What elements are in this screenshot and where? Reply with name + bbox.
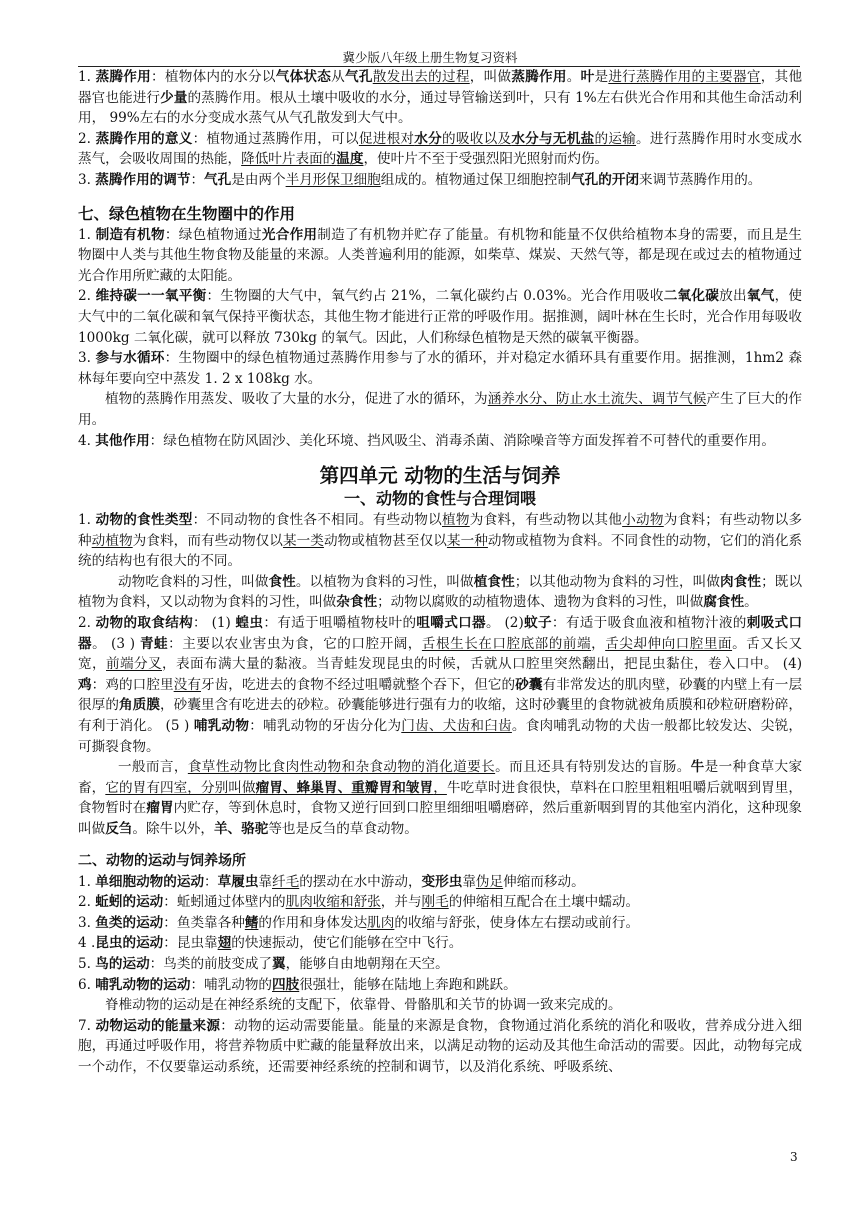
- text-run: ，表面布满大量的黏液。当青蛙发现昆虫的时候，舌就从口腔里突然翻出，把昆虫黏住，卷入口中。 (4): [162, 656, 803, 673]
- text-run: 它的胃有四室，分别叫做: [105, 779, 256, 796]
- text-run: 没有: [173, 676, 201, 693]
- text-run: 1.: [78, 512, 96, 529]
- text-run: ：生物圈的大气中，氧气约占 21%，二氧化碳约占 0.03%。光合作用吸收: [206, 288, 664, 305]
- text-run: 纤毛: [272, 873, 300, 890]
- text-run: 一般而言，: [118, 759, 188, 776]
- text-run: 参与水循环: [95, 350, 165, 367]
- text-run: 散发出去的过程: [372, 69, 470, 85]
- text-run: 。: [744, 594, 758, 611]
- page-header: 冀少版八年级上册生物复习资料: [342, 50, 518, 65]
- text-run: 为食料；有些动物以多种: [78, 512, 803, 549]
- text-run: 门齿、犬齿和臼齿: [401, 718, 512, 735]
- text-run: 肉食性: [720, 573, 762, 590]
- text-run: ：有适于咀嚼植物枝叶的: [263, 615, 417, 632]
- text-run: ；以其他动物为食料的习性，叫做: [514, 573, 721, 590]
- text-run: 2.: [78, 615, 96, 632]
- paragraph: [78, 225, 802, 287]
- spacer: [78, 451, 802, 463]
- text-run: 舌根生长在口腔底部的前端: [421, 635, 592, 652]
- text-run: 半月形保卫细胞: [285, 171, 381, 188]
- paragraph: [78, 975, 802, 996]
- paragraph: [78, 933, 802, 954]
- text-run: 刺吸式口器: [78, 615, 803, 652]
- text-run: 。而且还具有特别发达的盲肠。: [495, 759, 691, 776]
- text-run: 反刍: [105, 821, 133, 837]
- text-run: 植物的蒸腾作用蒸发、吸收了大量的水分，促进了水的循环，为: [105, 391, 488, 408]
- text-run: ：有适于吸食血液和植物汁液的: [551, 615, 747, 632]
- text-run: 很强壮，能够在陆地上奔跑和跳跃。: [299, 976, 517, 993]
- text-run: 2.: [78, 288, 96, 305]
- text-run: ；动物以腐败的动植物遗体、遗物为食料的习性，叫做: [377, 594, 704, 611]
- text-run: 光合作用: [261, 226, 318, 243]
- text-run: 动物的取食结构: [95, 615, 194, 632]
- text-run: 。舌又长又宽，: [78, 635, 803, 673]
- text-run: 促进根对: [358, 130, 415, 147]
- section-heading: [78, 203, 802, 225]
- text-run: 鸡: [78, 676, 92, 693]
- text-run: ：蚯蚓通过体壁内的: [163, 894, 286, 911]
- paragraph: [78, 613, 802, 757]
- text-run: ：绿色植物通过: [164, 226, 262, 243]
- text-run: 是: [594, 69, 609, 85]
- text-run: ，并与: [380, 894, 422, 911]
- paragraph: [78, 872, 802, 893]
- text-run: 蚊子: [523, 615, 552, 632]
- text-run: 放出: [719, 288, 747, 305]
- text-run: 的伸缩相互配合在土壤中蠕动。: [448, 894, 640, 911]
- text-run: 动物或植物甚至仅以: [323, 532, 447, 549]
- paragraph: [78, 995, 802, 1016]
- text-run: 翼: [272, 955, 286, 972]
- paragraph: [78, 431, 802, 452]
- text-run: 3.: [78, 350, 96, 367]
- text-run: ：昆虫靠: [163, 935, 218, 952]
- text-run: 气孔的开闭: [571, 171, 640, 188]
- text-run: 一、动物的食性与合理饲喂: [343, 489, 536, 509]
- section-heading: [78, 850, 802, 872]
- text-run: 是由两个: [231, 171, 286, 188]
- paragraph: [78, 510, 802, 572]
- text-run: 某一类: [282, 532, 324, 549]
- text-run: 。 (2): [485, 615, 524, 632]
- text-run: 变形虫: [421, 873, 463, 890]
- text-run: ：不同动物的食性各不相同。有些动物以: [192, 512, 442, 529]
- text-run: 维持碳一一氧平衡: [95, 288, 207, 305]
- text-run: 哺乳动物的运动: [95, 976, 191, 993]
- text-run: 鸟的运动: [95, 955, 150, 972]
- text-run: ，使叶片不至于受强烈阳光照射而灼伤。: [363, 151, 609, 168]
- paragraph: [78, 348, 802, 389]
- text-run: 涵养水分、防止水土流失、调节气候: [487, 391, 707, 408]
- text-run: ，其他器官也能进行: [78, 69, 803, 106]
- text-run: 的蒸腾作用。根从土壤中吸收的水分，通过导管输送到叶，只有 1%左右供光合作用和其他生命活动利用， 99%左右的水分变成水蒸气从气孔散发到大气中。: [78, 89, 802, 127]
- text-run: ，能够自由地朝翔在天空。: [285, 955, 449, 972]
- text-run: 5.: [78, 955, 96, 972]
- text-run: 瘤胃: [146, 800, 174, 817]
- paragraph: [78, 129, 802, 170]
- text-run: 的运输: [594, 130, 637, 147]
- text-run: 蒸腾作用: [511, 69, 567, 85]
- text-run: 舌尖却伸向口腔里面: [605, 635, 733, 652]
- text-run: 4.: [78, 432, 96, 449]
- text-run: 砂囊: [515, 676, 543, 693]
- text-run: 4 .: [78, 935, 96, 952]
- text-run: 翅: [217, 935, 232, 952]
- text-run: 靠: [462, 873, 476, 890]
- text-run: 伸缩而移动。: [503, 873, 585, 890]
- text-run: 前端分叉: [106, 656, 163, 673]
- text-run: 内贮存，等到休息时，食物又逆行回到口腔里细细咀嚼磨碎，然后重新咽到胃的其他室内消化，这种现象叫做: [78, 800, 803, 837]
- text-run: 氧气: [746, 288, 775, 305]
- paragraph: [78, 389, 802, 430]
- paragraph: [78, 892, 802, 913]
- text-run: ：动物的运动需要能量。能量的来源是食物，食物通过消化系统的消化和吸收，营养成分进入细胞，再通过呼吸作用，将营养物质中贮藏的能量释放出来，以满足动物的运动及其他生命活动的需要。因此，动物每完成一个动作，不仅要靠运动系统，还需要神经系统的控制和调节，以及消化系统、呼吸系统、: [78, 1017, 803, 1075]
- text-run: ，: [433, 779, 447, 796]
- text-run: ：哺乳动物的: [190, 976, 273, 993]
- text-run: ；既以植物为食料，又以动物为食料的习性，叫做: [78, 573, 803, 611]
- text-run: 7.: [78, 1017, 96, 1034]
- text-run: ：: [204, 873, 218, 890]
- text-run: 哺乳动物: [193, 718, 250, 735]
- text-run: 气体状态: [275, 69, 332, 85]
- text-run: 青蛙: [139, 635, 169, 652]
- text-run: 靠: [258, 873, 273, 890]
- text-run: 鳍: [244, 914, 259, 931]
- text-run: 食性: [268, 573, 296, 590]
- text-run: ： (1): [193, 615, 236, 632]
- text-run: 等也是反刍的草食动物。: [268, 821, 418, 837]
- text-run: 1.: [78, 226, 96, 243]
- text-run: 。以植物为食料的习性，叫做: [295, 573, 474, 590]
- text-run: 是一种食草大家畜，: [78, 759, 803, 796]
- text-run: 植食性: [473, 573, 515, 590]
- text-run: 草履虫: [217, 873, 259, 890]
- text-run: 。: [566, 69, 581, 85]
- text-run: 。除牛以外，: [132, 821, 214, 837]
- paragraph: [78, 286, 802, 348]
- text-run: 的收缩与舒张，使身体左右摆动或前行。: [394, 914, 640, 931]
- text-run: 鱼类的运动: [95, 914, 164, 931]
- text-run: 2.: [78, 894, 96, 911]
- text-run: 6.: [78, 976, 96, 993]
- text-run: 进行蒸腾作用的主要器官: [608, 69, 761, 85]
- text-run: 植物: [442, 512, 470, 529]
- text-run: 的快速振动，使它们能够在空中飞行。: [231, 935, 463, 952]
- text-run: 产生了巨大的作用。: [78, 391, 803, 428]
- text-run: ：鱼类靠各种: [163, 914, 245, 931]
- paragraph: [78, 757, 802, 839]
- text-run: 组成的。植物通过保卫细胞控制: [380, 171, 572, 188]
- text-run: 蒸腾作用: [95, 69, 151, 85]
- text-run: 刚毛: [421, 894, 449, 911]
- paragraph: [78, 954, 802, 975]
- text-run: 二氧化碳: [663, 288, 720, 305]
- chapter-title: [78, 488, 802, 510]
- text-run: 牛吃草时进食很快，草料在口腔里粗粗咀嚼后就咽到胃里，食物暂时在: [78, 779, 803, 817]
- text-run: 动物吃食料的习性，叫做: [118, 573, 269, 590]
- text-run: 其他作用: [95, 432, 150, 449]
- text-run: 温度: [336, 151, 364, 168]
- text-run: ，砂囊里含有吃进去的砂粒。砂囊能够进行强有力的收缩，这时砂囊里的食物就被角质膜和砂粒研磨粉碎，有利于消化。 (5 ): [78, 697, 803, 735]
- text-run: 的作用和身体发达: [258, 914, 368, 931]
- text-run: ：: [190, 171, 205, 188]
- text-run: ：生物圈中的绿色植物通过蒸腾作用参与了水的循环，并对稳定水循环具有重要作用。据推测，1hm2 森林每年要向空中蒸发 1. 2 x 108kg 水。: [78, 350, 802, 387]
- text-run: 。进行蒸腾作用时水变成水蒸气，会吸收周围的热能，: [78, 130, 803, 168]
- text-run: 为食料，有些动物以其他: [469, 512, 623, 529]
- text-run: 蒸腾作用的意义: [95, 130, 193, 147]
- text-run: ：主要以农业害虫为食，它的口腔开阔，: [168, 635, 422, 652]
- text-run: 羊、骆驼: [213, 821, 269, 837]
- text-run: 蚯蚓的运动: [95, 894, 164, 911]
- text-run: 的吸收以及: [442, 130, 512, 147]
- text-run: 。 (3 ): [92, 635, 140, 652]
- text-run: ：绿色植物在防风固沙、美化环境、挡风吸尘、消毒杀菌、消除噪音等方面发挥着不可替代的重要作用。: [149, 432, 775, 449]
- text-run: ：鸡的口腔里: [91, 676, 174, 693]
- text-run: 角质膜: [119, 697, 160, 714]
- text-run: 四肢: [272, 976, 300, 993]
- text-run: 昆虫的运动: [95, 935, 164, 952]
- text-run: 咀嚼式口器: [416, 615, 486, 632]
- page-number: 3: [790, 1150, 798, 1164]
- text-run: 降低叶片表面的: [241, 151, 337, 168]
- text-run: 水分: [414, 130, 443, 147]
- spacer: [78, 191, 802, 203]
- text-run: ：植物体内的水分以: [151, 69, 276, 85]
- text-run: 动物运动的能量来源: [95, 1017, 221, 1034]
- text-run: 食草性动物比食肉性动物和杂食动物的消化道要长: [187, 759, 496, 776]
- text-run: 小动物: [622, 512, 664, 529]
- text-run: 2.: [78, 130, 96, 147]
- text-run: 气孔: [204, 171, 232, 188]
- text-run: 。食肉哺乳动物的犬齿一般都比较发达、尖锐，可撕裂食物。: [78, 718, 803, 755]
- text-run: 二、动物的运动与饲养场所: [78, 852, 246, 869]
- text-run: 瘤胃、蜂巢胃、重瓣胃和皱胃: [255, 779, 434, 796]
- text-run: 脊椎动物的运动是在神经系统的支配下，依靠骨、骨骼肌和关节的协调一致来完成的。: [105, 997, 622, 1014]
- paragraph: [78, 1016, 802, 1078]
- text-run: 叶: [580, 69, 595, 85]
- paragraph: [78, 913, 802, 934]
- text-run: 来调节蒸腾作用的。: [639, 171, 762, 188]
- paragraph: [78, 67, 802, 129]
- text-run: ：鸟类的前肢变成了: [149, 955, 273, 972]
- spacer: [78, 840, 802, 850]
- text-run: 伪足: [475, 873, 504, 890]
- text-run: 动物的食性类型: [95, 512, 193, 529]
- text-run: 为食料，而有些动物仅以: [132, 532, 283, 549]
- text-run: ，使大气中的二氧化碳和氧气保持平衡状态，其他生物才能进行正常的呼吸作用。据推测，阔叶林在生长时，光合作用每吸收 1000kg 二氧化碳，就可以释放 730kg 的氧气。因此，人们称绿色植物是天然的碳氧平衡器。: [78, 288, 803, 346]
- text-run: 腐食性: [703, 594, 745, 611]
- document-body: [78, 67, 802, 1078]
- text-run: 蝗虫: [235, 615, 264, 632]
- text-run: ，: [591, 635, 606, 652]
- text-run: 从: [331, 69, 346, 85]
- text-run: 肌肉: [367, 914, 395, 931]
- text-run: 3.: [78, 171, 96, 188]
- text-run: 水分与无机盐: [511, 130, 595, 147]
- text-run: 某一种: [446, 532, 488, 549]
- text-run: 单细胞动物的运动: [95, 873, 205, 890]
- text-run: 动物或植物为食料。不同食性的动物，它们的消化系统的结构也有很大的不同。: [78, 532, 803, 570]
- text-run: 牛: [690, 759, 705, 776]
- text-run: 制造了有机物并贮存了能量。有机物和能量不仅供给植物本身的需要，而且是生物圈中人类与其他生物食物及能量的来源。人类普遍利用的能源，如柴草、煤炭、天然气等，都是现在或过去的植物通过光合作用所贮藏的太阳能。: [78, 226, 803, 284]
- text-run: ：植物通过蒸腾作用，可以: [192, 130, 359, 147]
- text-run: 1.: [78, 873, 96, 890]
- text-run: 杂食性: [336, 594, 378, 611]
- text-run: 1.: [78, 69, 96, 85]
- text-run: 第四单元 动物的生活与饲养: [319, 464, 561, 488]
- paragraph: [78, 572, 802, 613]
- text-run: 有非常发达的肌肉壁，砂囊的内壁上有一层很厚的: [78, 676, 803, 714]
- text-run: 的摆动在水中游动，: [299, 873, 422, 890]
- text-run: 牙齿，吃进去的食物不经过咀嚼就整个吞下，但它的: [200, 676, 516, 693]
- text-run: 蒸腾作用的调节: [95, 171, 191, 188]
- text-run: ，叫做: [469, 69, 512, 85]
- paragraph: [78, 170, 802, 191]
- text-run: 少量: [160, 89, 188, 106]
- text-run: 肌肉收缩和舒张: [285, 894, 381, 911]
- text-run: 3.: [78, 914, 96, 931]
- text-run: 气孔: [345, 69, 373, 85]
- text-run: 制造有机物: [95, 226, 165, 243]
- text-run: 动植物: [91, 532, 133, 549]
- text-run: ：哺乳动物的牙齿分化为: [249, 718, 402, 735]
- text-run: 七、绿色植物在生物圈中的作用: [78, 204, 296, 223]
- unit-title: [78, 463, 802, 488]
